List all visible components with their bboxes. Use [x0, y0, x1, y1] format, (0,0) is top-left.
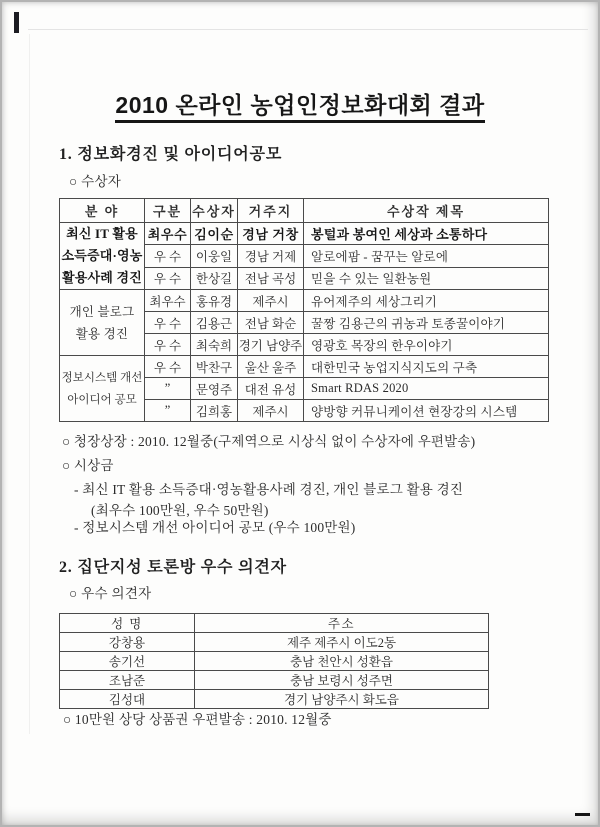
- rank-cell: 최우수: [145, 290, 191, 312]
- winners-table-header-row: [60, 199, 549, 223]
- rank-cell: ”: [145, 378, 191, 400]
- winner-cell: 이웅일: [191, 245, 238, 267]
- work-title-cell: 믿을 수 있는 일환농원: [304, 267, 549, 289]
- section1-heading: 1. 정보화경진 및 아이디어공모: [59, 146, 283, 163]
- paper-edge-shadow: [29, 34, 30, 734]
- residence-cell: 경기 남양주: [238, 334, 304, 356]
- category-line: 활용사례 경진: [62, 270, 142, 285]
- opinion-table-header-row: [60, 614, 489, 633]
- residence-cell: 제주시: [238, 290, 304, 312]
- col-header-work-title: 수상작 제목: [304, 199, 549, 223]
- rank-cell: 우 수: [145, 356, 191, 378]
- winners-subheading: ○ 수상자: [69, 174, 122, 189]
- table-row: [60, 690, 489, 709]
- residence-cell: 경남 거창: [238, 223, 304, 245]
- table-row: [60, 223, 549, 245]
- rank-cell: 우 수: [145, 334, 191, 356]
- category-line: 활용 경진: [75, 326, 129, 341]
- winner-cell: 박찬구: [191, 356, 238, 378]
- winner-cell: 김용근: [191, 312, 238, 334]
- col-header-winner: 수상자: [191, 199, 238, 223]
- residence-cell: 울산 울주: [238, 356, 304, 378]
- address-cell: 충남 천안시 성환읍: [195, 652, 489, 671]
- winner-cell: 최숙희: [191, 334, 238, 356]
- opinion-leaders-table: [59, 613, 489, 709]
- table-row: [60, 633, 489, 652]
- category-line: 소득증대·영농: [61, 248, 143, 263]
- page-title: [2, 87, 598, 120]
- col-header-address: 주소: [195, 614, 489, 633]
- work-title-cell: 알로에팜 - 꿈꾸는 알로에: [304, 245, 549, 267]
- col-header-rank: 구분: [145, 199, 191, 223]
- category-cell: [60, 223, 145, 290]
- table-row: [60, 652, 489, 671]
- scan-line: [28, 29, 588, 30]
- table-row: [60, 290, 549, 312]
- residence-cell: 대전 유성: [238, 378, 304, 400]
- prize-money-amounts: (최우수 100만원, 우수 50만원): [91, 503, 269, 518]
- opinion-subheading: ○ 우수 의견자: [69, 586, 152, 601]
- address-cell: 경기 남양주시 화도읍: [195, 690, 489, 709]
- category-line: 개인 블로그: [69, 304, 135, 319]
- name-cell: 김성대: [60, 690, 195, 709]
- category-line: 정보시스템 개선: [61, 371, 143, 384]
- rank-cell: ”: [145, 400, 191, 422]
- table-row: [60, 671, 489, 690]
- category-line: 최신 IT 활용: [66, 226, 138, 241]
- work-title-cell: 봉털과 봉여인 세상과 소통하다: [304, 223, 549, 245]
- winner-cell: 김이순: [191, 223, 238, 245]
- winners-table: [59, 198, 549, 422]
- winner-cell: 한상길: [191, 267, 238, 289]
- prize-money-item: - 정보시스템 개선 아이디어 공모 (우수 100만원): [74, 520, 356, 535]
- prize-money-item: - 최신 IT 활용 소득증대·영농활용사례 경진, 개인 블로그 활용 경진: [74, 482, 464, 497]
- name-cell: 조남준: [60, 671, 195, 690]
- rank-cell: 우 수: [145, 267, 191, 289]
- residence-cell: 전남 화순: [238, 312, 304, 334]
- work-title-cell: 꿀짱 김용근의 귀농과 토종꿀이야기: [304, 312, 549, 334]
- work-title-cell: 유어제주의 세상그리기: [304, 290, 549, 312]
- rank-cell: 우 수: [145, 245, 191, 267]
- work-title-cell: 대한민국 농업지식지도의 구축: [304, 356, 549, 378]
- table-row: [60, 356, 549, 378]
- rank-cell: 우 수: [145, 312, 191, 334]
- residence-cell: 제주시: [238, 400, 304, 422]
- work-title-cell: 영광호 목장의 한우이야기: [304, 334, 549, 356]
- gift-certificate-note: ○ 10만원 상당 상품권 우편발송 : 2010. 12월중: [63, 712, 332, 727]
- residence-cell: 전남 곡성: [238, 267, 304, 289]
- work-title-cell: 양방향 커뮤니케이션 현장강의 시스템: [304, 400, 549, 422]
- category-cell: [60, 356, 145, 422]
- prize-money-label: ○ 시상금: [62, 458, 114, 473]
- category-line: 아이디어 공모: [67, 393, 137, 406]
- section2-heading: 2. 집단지성 토론방 우수 의견자: [59, 559, 287, 576]
- rank-cell: 최우수: [145, 223, 191, 245]
- name-cell: 송기선: [60, 652, 195, 671]
- name-cell: 강창용: [60, 633, 195, 652]
- col-header-residence: 거주지: [238, 199, 304, 223]
- address-cell: 충남 보령시 성주면: [195, 671, 489, 690]
- page-title-text: 2010 온라인 농업인정보화대회 결과: [115, 92, 484, 123]
- winner-cell: 홍유경: [191, 290, 238, 312]
- address-cell: 제주 제주시 이도2동: [195, 633, 489, 652]
- col-header-category: 분 야: [60, 199, 145, 223]
- work-title-cell: Smart RDAS 2020: [304, 378, 549, 400]
- category-cell: [60, 290, 145, 356]
- award-certificate-note: ○ 청장상장 : 2010. 12월중(구제역으로 시상식 없이 수상자에 우편발송): [62, 434, 476, 449]
- scan-artifact-mark: [14, 12, 19, 33]
- scan-artifact-dash: [575, 813, 590, 816]
- winner-cell: 김희홍: [191, 400, 238, 422]
- col-header-name: 성 명: [60, 614, 195, 633]
- winner-cell: 문영주: [191, 378, 238, 400]
- residence-cell: 경남 거제: [238, 245, 304, 267]
